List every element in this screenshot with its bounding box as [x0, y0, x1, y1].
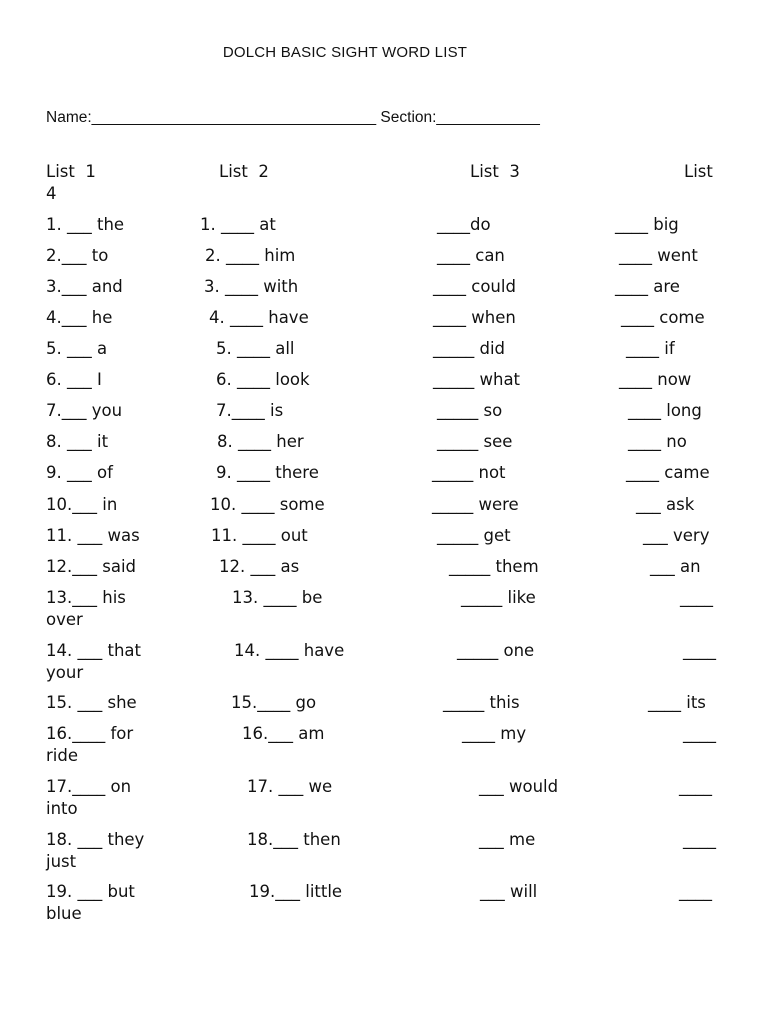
list-entry: 19. ___ but — [46, 882, 135, 901]
list-entry: ____ long — [628, 401, 702, 420]
list-entry: 1. ___ the — [46, 215, 125, 234]
list-entry: List 1 — [46, 162, 96, 181]
list-entry: 11. ____ out — [211, 526, 308, 545]
list-line — [0, 609, 768, 631]
list-entry: List 2 — [219, 162, 269, 181]
list-entry: 14. ____ have — [234, 641, 345, 660]
list-entry: 13.___ his — [46, 588, 126, 607]
list-line — [0, 723, 768, 745]
page-title: DOLCH BASIC SIGHT WORD LIST — [222, 44, 468, 61]
list-line — [0, 183, 768, 205]
list-entry: _____ one — [457, 641, 535, 660]
list-entry: ____ went — [619, 246, 698, 265]
list-entry: 18.___ then — [247, 830, 341, 849]
list-line — [0, 881, 768, 903]
list-entry: _____ like — [461, 588, 536, 607]
list-entry: ____ — [683, 724, 716, 743]
list-entry: 5. ____ all — [216, 339, 295, 358]
list-line — [0, 214, 768, 236]
list-entry: _____ get — [437, 526, 511, 545]
list-entry: 10.___ in — [46, 495, 118, 514]
list-line — [0, 640, 768, 662]
list-line — [0, 494, 768, 516]
list-line — [0, 245, 768, 267]
list-entry: ____ could — [433, 277, 516, 296]
list-entry: 8. ____ her — [217, 432, 304, 451]
list-entry: ____do — [437, 215, 491, 234]
list-entry: 15.____ go — [231, 693, 317, 712]
list-entry: 11. ___ was — [46, 526, 140, 545]
list-line — [0, 338, 768, 360]
list-entry: 13. ____ be — [232, 588, 323, 607]
list-entry: blue — [46, 904, 82, 923]
list-entry: 14. ___ that — [46, 641, 141, 660]
list-entry: over — [46, 610, 83, 629]
list-entry: _____ them — [449, 557, 539, 576]
list-entry: 3.___ and — [46, 277, 123, 296]
list-entry: List 3 — [470, 162, 520, 181]
list-line — [0, 798, 768, 820]
list-line — [0, 851, 768, 873]
list-entry: into — [46, 799, 78, 818]
list-line — [0, 369, 768, 391]
list-entry: ___ would — [479, 777, 559, 796]
list-line — [0, 400, 768, 422]
list-entry: ____ — [680, 588, 713, 607]
list-entry: 16.___ am — [242, 724, 325, 743]
list-entry: 1. ____ at — [200, 215, 276, 234]
list-entry: 17. ___ we — [247, 777, 333, 796]
list-entry: ____ when — [433, 308, 516, 327]
list-entry: 8. ___ it — [46, 432, 109, 451]
list-entry: 9. ___ of — [46, 463, 113, 482]
list-entry: 2. ____ him — [205, 246, 296, 265]
list-entry: ___ ask — [636, 495, 695, 514]
list-entry: ____ are — [615, 277, 680, 296]
list-entry: _____ see — [437, 432, 513, 451]
list-entry: ____ now — [619, 370, 692, 389]
list-line — [0, 829, 768, 851]
list-entry: _____ did — [433, 339, 506, 358]
list-entry: 9. ____ there — [216, 463, 319, 482]
list-entry: 10. ____ some — [210, 495, 325, 514]
name-section-line: Name:_________________________________ Section:____________ — [46, 109, 540, 126]
list-entry: your — [46, 663, 84, 682]
list-entry: 7.____ is — [216, 401, 284, 420]
list-entry: 4 — [46, 184, 57, 203]
list-line — [0, 776, 768, 798]
list-entry: 4. ____ have — [209, 308, 309, 327]
list-entry: 4.___ he — [46, 308, 113, 327]
list-line — [0, 745, 768, 767]
list-entry: 12. ___ as — [219, 557, 300, 576]
list-entry: _____ not — [432, 463, 506, 482]
list-entry: ___ an — [650, 557, 701, 576]
list-entry: ____ — [679, 882, 712, 901]
list-entry: 16.____ for — [46, 724, 134, 743]
list-entry: ride — [46, 746, 78, 765]
list-entry: _____ were — [432, 495, 519, 514]
list-entry: ___ very — [643, 526, 710, 545]
list-entry: ____ — [679, 777, 712, 796]
list-entry: 12.___ said — [46, 557, 137, 576]
list-entry: List — [684, 162, 713, 181]
list-line — [0, 662, 768, 684]
list-entry: ____ — [683, 830, 716, 849]
list-entry: 2.___ to — [46, 246, 109, 265]
list-entry: 6. ____ look — [216, 370, 310, 389]
list-entry: 6. ___ I — [46, 370, 102, 389]
list-entry: 18. ___ they — [46, 830, 145, 849]
list-line — [0, 692, 768, 714]
list-entry: ____ if — [626, 339, 675, 358]
list-entry: ___ will — [480, 882, 538, 901]
list-entry: 15. ___ she — [46, 693, 137, 712]
list-entry: _____ what — [433, 370, 521, 389]
list-line — [0, 587, 768, 609]
list-entry: _____ so — [437, 401, 503, 420]
list-entry: ____ no — [628, 432, 687, 451]
list-entry: 3. ____ with — [204, 277, 299, 296]
list-entry: 19.___ little — [249, 882, 343, 901]
list-line — [0, 462, 768, 484]
list-entry: _____ this — [443, 693, 520, 712]
list-entry: 5. ___ a — [46, 339, 108, 358]
list-entry: ____ — [683, 641, 716, 660]
list-entry: ____ my — [462, 724, 527, 743]
list-line — [0, 307, 768, 329]
list-line — [0, 556, 768, 578]
list-entry: ____ came — [626, 463, 710, 482]
list-line — [0, 276, 768, 298]
list-entry: ____ its — [648, 693, 706, 712]
list-entry: just — [46, 852, 77, 871]
list-entry: ___ me — [479, 830, 536, 849]
list-entry: ____ big — [615, 215, 679, 234]
list-line — [0, 161, 768, 183]
list-entry: ____ can — [437, 246, 505, 265]
list-entry: 7.___ you — [46, 401, 123, 420]
list-entry: ____ come — [621, 308, 705, 327]
list-line — [0, 903, 768, 925]
list-line — [0, 431, 768, 453]
list-line — [0, 525, 768, 547]
list-entry: 17.____ on — [46, 777, 132, 796]
